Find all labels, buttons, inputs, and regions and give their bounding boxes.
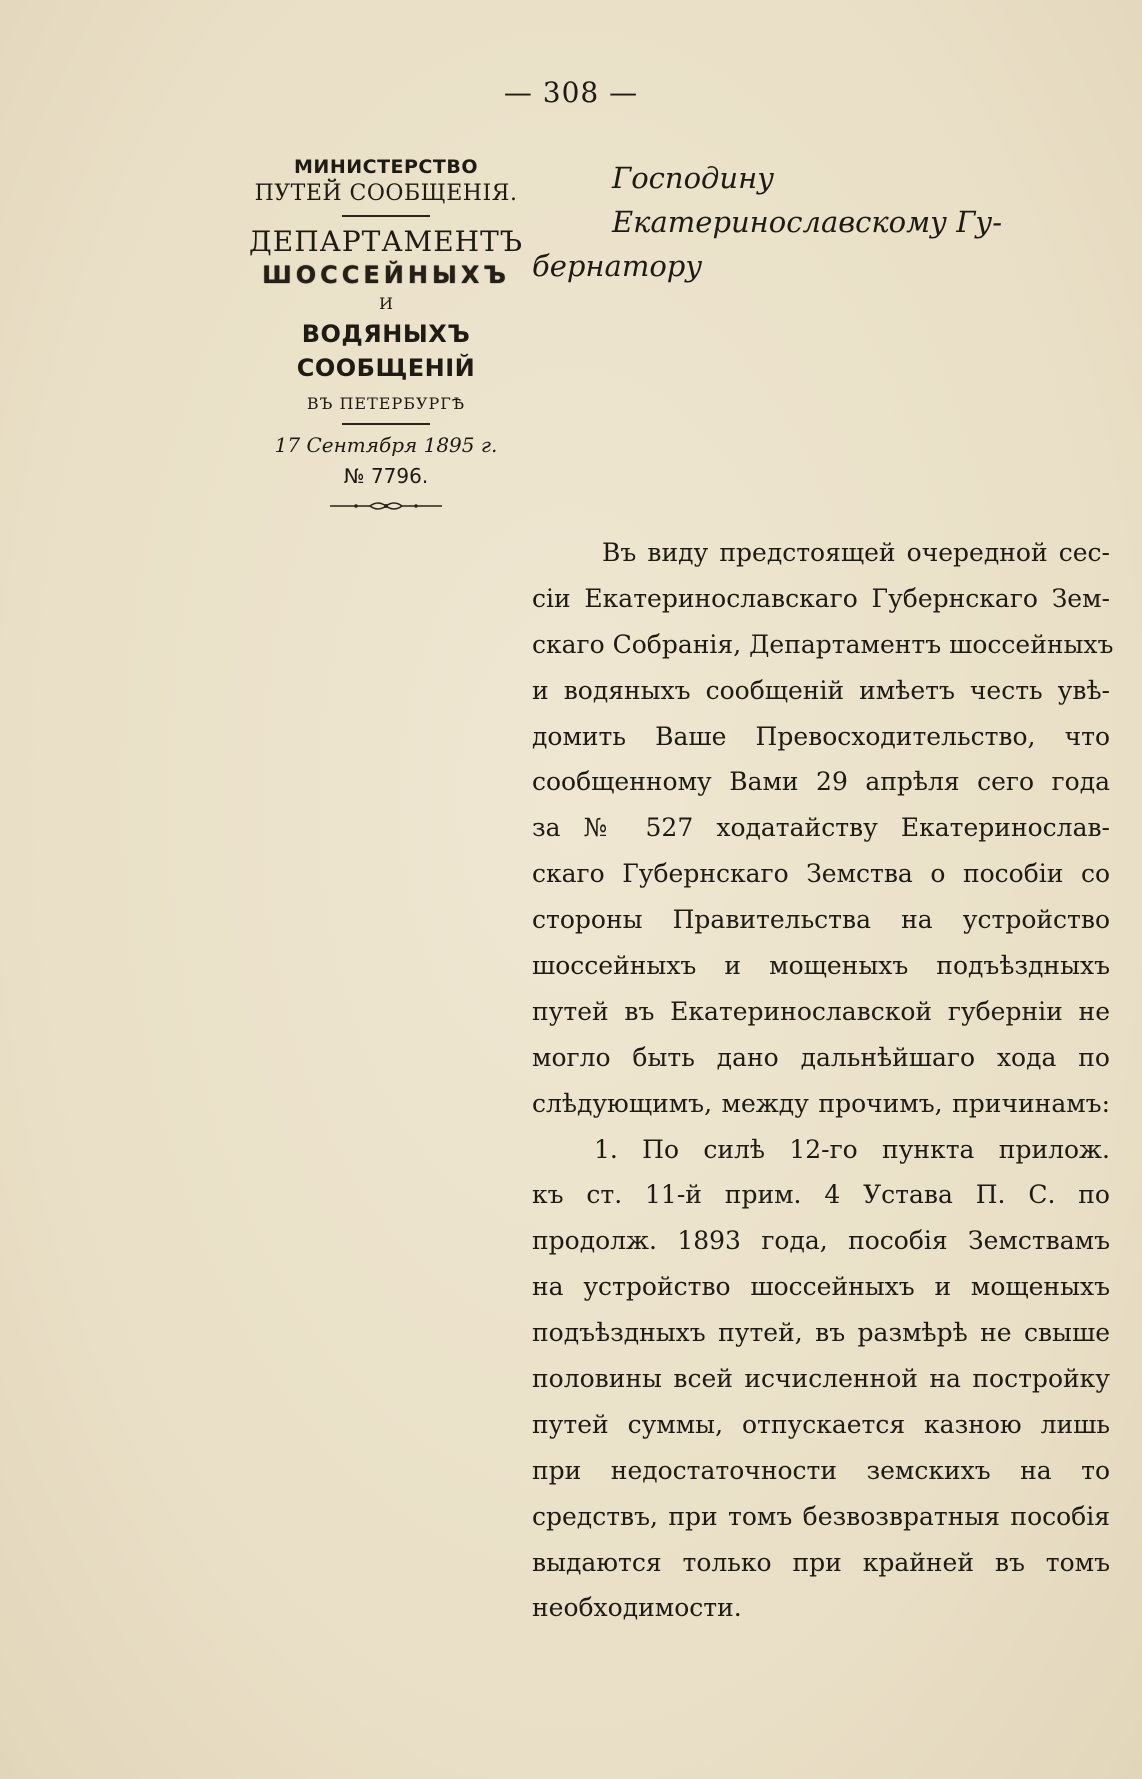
body-line: сообщенному Вами 29 апрѣля сего года — [532, 767, 1110, 797]
body-line: выдаются только при крайней въ томъ — [532, 1547, 1110, 1577]
department-conjunction: И — [379, 294, 393, 313]
body-line: слѣдующимъ, между прочимъ, причинамъ: — [532, 1088, 1110, 1118]
letterhead — [236, 155, 536, 513]
ministry-title: МИНИСТЕРСТВО — [294, 156, 478, 178]
body-line: стороны Правительства на устройство — [532, 905, 1110, 935]
body-line: сіи Екатеринославскаго Губернскаго Зем- — [532, 583, 1110, 613]
body-line: шоссейныхъ и мощеныхъ подъѣздныхъ — [532, 951, 1110, 981]
addressee — [532, 156, 1117, 288]
addressee-line-2: бернатору — [532, 249, 703, 283]
body-line: необходимости. — [532, 1593, 742, 1623]
ornament-flourish-icon — [326, 499, 446, 513]
body-line: путей въ Екатеринославской губерніи не — [532, 996, 1110, 1026]
body-line: могло быть дано дальнѣйшаго хода по — [532, 1042, 1110, 1072]
body-line: продолж. 1893 года, пособія Земствамъ — [532, 1226, 1110, 1256]
department-city: ВЪ ПЕТЕРБУРГѢ — [306, 394, 466, 413]
department-title: ДЕПАРТАМЕНТЪ — [249, 225, 523, 258]
body-line: и водяныхъ сообщеній имѣетъ честь увѣ- — [532, 675, 1110, 705]
body-line: скаго Губернскаго Земства о пособіи со — [532, 859, 1110, 889]
body-line: за № 527 ходатайству Екатеринослав- — [532, 813, 1110, 843]
body-line: средствъ, при томъ безвозвратныя пособія — [532, 1501, 1110, 1531]
body-line: домить Ваше Превосходительство, что — [532, 721, 1110, 751]
addressee-line-1: Господину Екатеринославскому Гу- — [612, 161, 1003, 239]
body-line: подъѣздныхъ путей, въ размѣрѣ не свыше — [532, 1318, 1110, 1348]
body-line: путей суммы, отпускается казною лишь — [532, 1409, 1110, 1439]
page-number: — 308 — — [503, 76, 639, 109]
ministry-subtitle: ПУТЕЙ СООБЩЕНІЯ. — [254, 181, 518, 206]
body-line: скаго Собранія, Департаментъ шоссейныхъ — [532, 629, 1114, 659]
letterhead-rule-1 — [342, 215, 430, 217]
body-line: половины всей исчисленной на постройку — [532, 1364, 1110, 1394]
department-highways: ШОССЕЙНЫХЪ — [262, 261, 510, 289]
body-line: Въ виду предстоящей очередной сес- — [602, 538, 1110, 567]
body-line: 1. По силѣ 12-го пункта прилож. — [594, 1134, 1110, 1164]
letterhead-rule-2 — [342, 423, 430, 425]
letter-date: 17 Сентября 1895 г. — [274, 433, 498, 457]
body-line: при недостаточности земскихъ на то — [532, 1455, 1110, 1485]
department-waterways: ВОДЯНЫХЪ СООБЩЕНІЙ — [296, 320, 476, 382]
body-line: на устройство шоссейныхъ и мощеныхъ — [532, 1272, 1110, 1302]
letter-body — [532, 530, 1114, 1631]
body-line: къ ст. 11-й прим. 4 Устава П. С. по — [532, 1180, 1110, 1210]
letter-number: № 7796. — [343, 464, 429, 488]
